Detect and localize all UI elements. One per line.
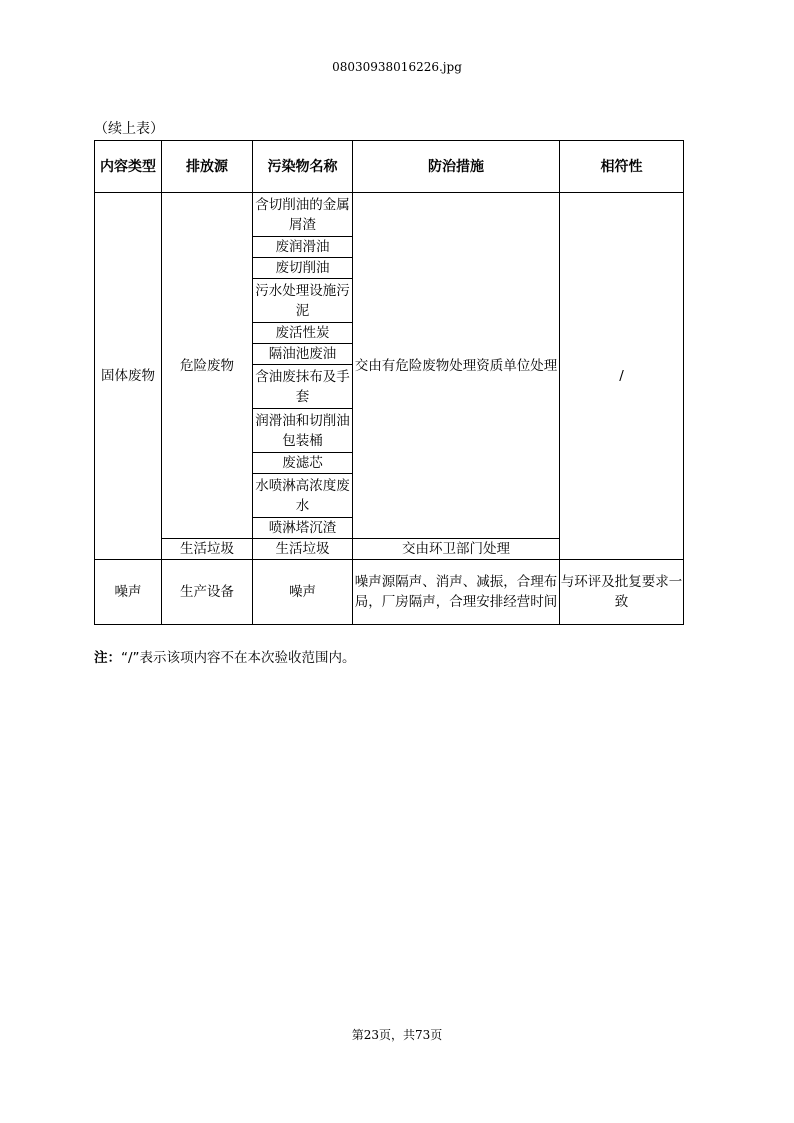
page-number: 第23页，共73页 — [351, 1028, 443, 1042]
header-measure: 防治措施 — [353, 141, 560, 193]
cell-hazardous-source: 危险废物 — [162, 193, 253, 539]
cell-pollutant: 废切削油 — [253, 258, 353, 279]
cell-domestic-source: 生活垃圾 — [162, 539, 253, 560]
pollution-control-table — [94, 140, 684, 625]
cell-pollutant: 含油废抹布及手套 — [253, 365, 353, 409]
header-pollutant: 污染物名称 — [253, 141, 353, 193]
cell-pollutant: 润滑油和切削油包装桶 — [253, 409, 353, 453]
cell-noise-type: 噪声 — [95, 560, 162, 625]
table-header-row — [95, 141, 684, 193]
cell-solid-waste-conformity: / — [560, 193, 684, 560]
cell-pollutant: 水喷淋高浓度废水 — [253, 474, 353, 518]
cell-pollutant: 污水处理设施污泥 — [253, 279, 353, 323]
cell-domestic-pollutant: 生活垃圾 — [253, 539, 353, 560]
cell-pollutant: 废滤芯 — [253, 453, 353, 474]
header-source: 排放源 — [162, 141, 253, 193]
note-label: 注： — [94, 650, 121, 666]
cell-hazardous-measure: 交由有危险废物处理资质单位处理 — [353, 193, 560, 539]
note-text: “/”表示该项内容不在本次验收范围内。 — [121, 650, 356, 666]
header-conformity: 相符性 — [560, 141, 684, 193]
table-note — [94, 646, 356, 666]
cell-noise-conformity: 与环评及批复要求一致 — [560, 560, 684, 625]
table-row — [95, 560, 684, 625]
cell-noise-measure: 噪声源隔声、消声、减振，合理布局，厂房隔声，合理安排经营时间 — [353, 560, 560, 625]
cell-noise-source: 生产设备 — [162, 560, 253, 625]
cell-solid-waste-type: 固体废物 — [95, 193, 162, 560]
header-content-type: 内容类型 — [95, 141, 162, 193]
cell-domestic-measure: 交由环卫部门处理 — [353, 539, 560, 560]
cell-pollutant: 含切削油的金属屑渣 — [253, 193, 353, 237]
cell-pollutant: 废润滑油 — [253, 237, 353, 258]
cell-pollutant: 隔油池废油 — [253, 344, 353, 365]
cell-pollutant: 废活性炭 — [253, 323, 353, 344]
continuation-label: （续上表） — [94, 121, 164, 137]
table-row — [95, 193, 684, 237]
cell-noise-pollutant: 噪声 — [253, 560, 353, 625]
document-filename: 08030938016226.jpg — [332, 60, 462, 74]
cell-pollutant: 喷淋塔沉渣 — [253, 518, 353, 539]
